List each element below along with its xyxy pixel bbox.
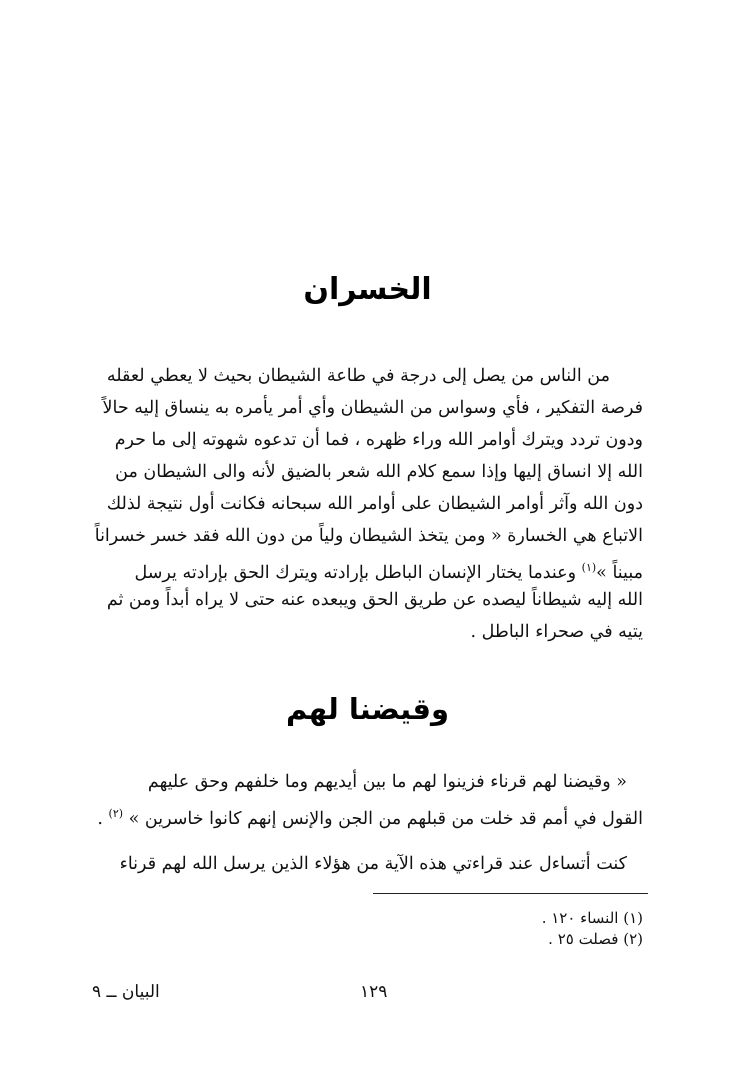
printer-signature: البيان ــ ٩ [92,982,160,1002]
paragraph-line: الاتباع هي الخسارة « ومن يتخذ الشيطان ولياً من دون الله فقد خسر خسراناً [94,526,643,546]
paragraph-line: دون الله وآثر أوامر الشيطان على أوامر الله سبحانه فكانت أول نتيجة لذلك [106,494,643,514]
line-continuation: وعندما يختار الإنسان الباطل بإرادته ويترك الحق بإرادته يرسل [134,562,577,583]
quote-end-text: مبيناً » [596,562,643,583]
paragraph-line: فرصة التفكير ، فأي وسواس من الشيطان وأي أمر يأمره به ينساق إليه حالاً [102,398,643,418]
section-title-khusran: الخسران [303,272,432,307]
page-number: ١٢٩ [360,982,388,1002]
verse-end-text: القول في أمم قد خلت من قبلهم من الجن والإنس إنهم كانوا خاسرين » [128,808,643,829]
footnote-ref-1: (١) [581,561,597,574]
paragraph-line: ودون تردد ويترك أوامر الله وراء ظهره ، فما أن تدعوه شهوته إلى ما حرم [114,430,643,450]
paragraph-line: من الناس من يصل إلى درجة في طاعة الشيطان بحيث لا يعطي لعقله [106,366,610,386]
footnote-1: (١) النساء ١٢٠ . [541,909,643,927]
footnote-divider [373,893,648,894]
paragraph-line [97,802,643,831]
paragraph-line [134,556,643,585]
footnote-ref-2: (٢) [108,807,124,820]
footnote-2: (٢) فصلت ٢٥ . [548,930,643,948]
paragraph-line: « وقيضنا لهم قرناء فزينوا لهم ما بين أيديهم وما خلفهم وحق عليهم [147,772,627,792]
paragraph-line: كنت أتساءل عند قراءتي هذه الآية من هؤلاء الذين يرسل الله لهم قرناء [119,854,627,874]
paragraph-line: الله إلا انساق إليها وإذا سمع كلام الله شعر بالضيق لأنه والى الشيطان من [115,462,643,482]
verse-full-stop: . [97,808,103,829]
paragraph-line: الله إليه شيطاناً ليصده عن طريق الحق ويبعده عنه حتى لا يراه أبداً ومن ثم [106,590,643,610]
paragraph-line: يتيه في صحراء الباطل . [470,622,643,642]
section-title-qayyadna: وقيضنا لهم [285,692,450,726]
